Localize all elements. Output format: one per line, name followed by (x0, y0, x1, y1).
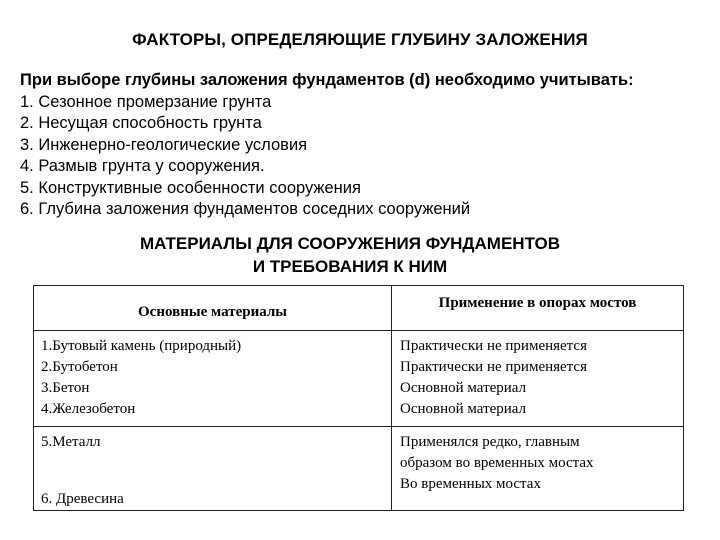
materials-table (33, 285, 684, 511)
material-item: 2.Бутобетон (41, 359, 118, 375)
list-item: 2. Несущая способность грунта (20, 114, 262, 132)
table-cell-usage (392, 427, 684, 511)
table-row (34, 427, 684, 511)
material-item: 5.Металл (41, 434, 101, 450)
table-cell-materials (34, 331, 392, 427)
factors-intro: При выборе глубины заложения фундаментов (d) необходимо учитывать: (20, 71, 634, 89)
section-title (0, 232, 700, 278)
list-item: 3. Инженерно-геологические условия (20, 135, 308, 154)
column-header-label: Применение в опорах мостов (438, 295, 637, 311)
column-header-materials (34, 286, 392, 331)
table-cell-materials (34, 427, 392, 511)
list-item: 6. Глубина заложения фундаментов соседних сооружений (20, 200, 471, 218)
list-item: 4. Размыв грунта у сооружения. (20, 157, 265, 175)
table-row (34, 331, 684, 427)
material-item: 4.Железобетон (41, 401, 136, 417)
usage-item: Основной материал (400, 401, 527, 417)
column-header-label: Основные материалы (138, 304, 287, 320)
material-item: 6. Древесина (41, 491, 124, 507)
list-item: 5. Конструктивные особенности сооружения (20, 178, 361, 197)
usage-item: Применялся редко, главным (400, 434, 580, 450)
table-header-row (34, 286, 684, 331)
page-title: ФАКТОРЫ, ОПРЕДЕЛЯЮЩИЕ ГЛУБИНУ ЗАЛОЖЕНИЯ (132, 30, 588, 49)
section-title-line1: МАТЕРИАЛЫ ДЛЯ СООРУЖЕНИЯ ФУНДАМЕНТОВ (139, 234, 561, 253)
usage-item: Практически не применяется (400, 359, 587, 375)
usage-item: Основной материал (400, 380, 527, 396)
table-cell-usage (392, 331, 684, 427)
material-item: 3.Бетон (41, 380, 90, 396)
usage-item: образом во временных мостах (400, 455, 594, 471)
factors-section (20, 70, 710, 221)
material-item: 1.Бутовый камень (природный) (41, 338, 242, 354)
factors-list (20, 92, 710, 221)
list-item: 1. Сезонное промерзание грунта (20, 92, 272, 111)
usage-item: Практически не применяется (400, 338, 587, 354)
usage-item: Во временных мостах (400, 476, 541, 492)
column-header-usage (392, 286, 684, 331)
section-title-line2: И ТРЕБОВАНИЯ К НИМ (252, 257, 448, 276)
